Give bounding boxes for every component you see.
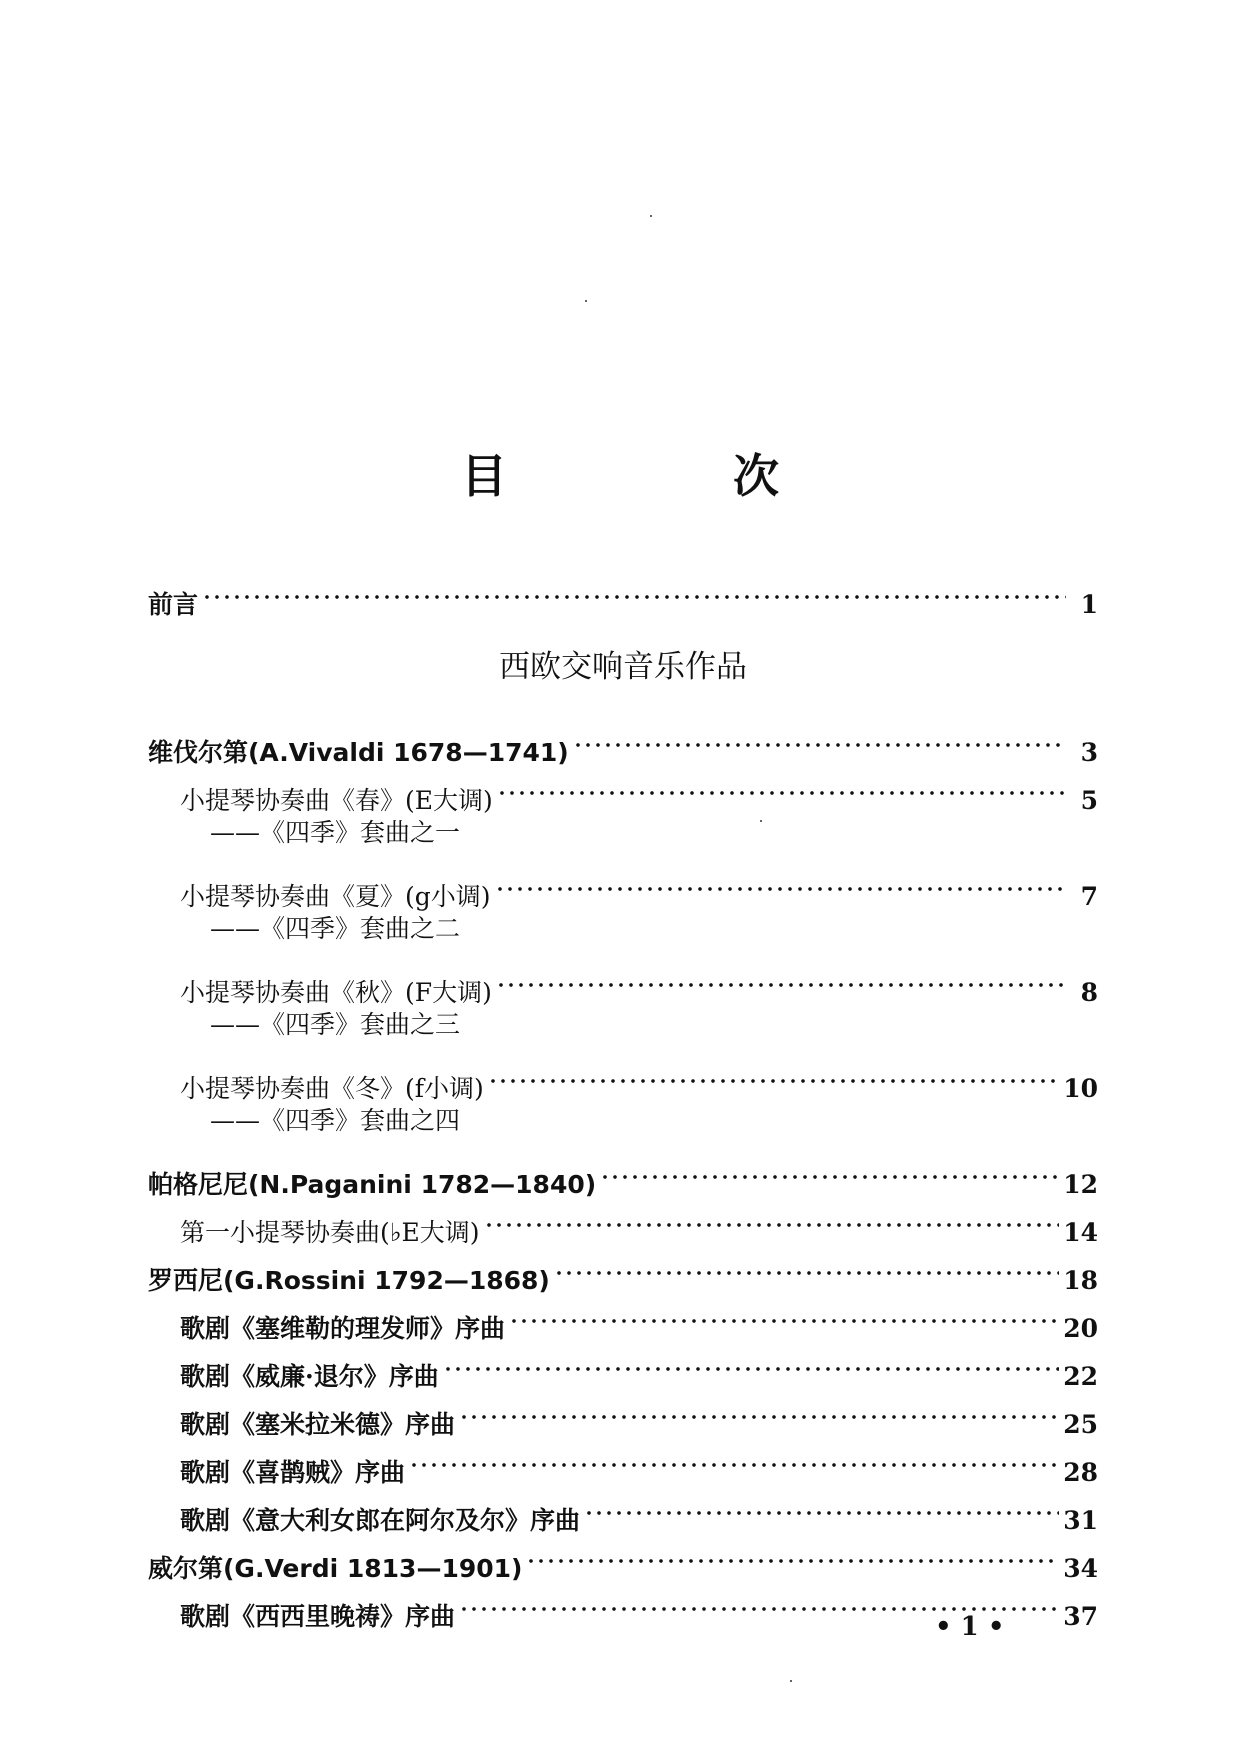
toc-entry-subtitle	[148, 905, 1098, 953]
toc-entry-label: 小提琴协奏曲《冬》(f小调)	[180, 1074, 484, 1103]
dot-leader	[600, 1145, 1059, 1193]
toc-entry-label: 歌剧《喜鹊贼》序曲	[180, 1458, 406, 1487]
toc-entry-label: 前言	[148, 590, 199, 619]
dot-leader	[497, 761, 1066, 809]
toc-entry-page: 5	[1080, 786, 1098, 815]
dot-leader	[488, 1049, 1059, 1097]
toc-entry-page: 1	[1080, 590, 1098, 619]
toc-entry-label: 第一小提琴协奏曲(♭E大调)	[180, 1218, 480, 1247]
dot-leader	[495, 857, 1066, 905]
scan-speck	[650, 215, 652, 217]
toc-entry-label: 歌剧《西西里晚祷》序曲	[180, 1602, 456, 1631]
toc-entry-page: 31	[1063, 1506, 1098, 1535]
toc-entry-work[interactable]	[148, 953, 1098, 1007]
toc-entry-label: 帕格尼尼(N.Paganini 1782—1840)	[148, 1170, 597, 1199]
toc-entry-page: 3	[1080, 738, 1098, 767]
toc-entry-page: 25	[1063, 1410, 1098, 1439]
toc-entry-label: ——《四季》套曲之一	[210, 818, 461, 847]
dot-leader	[526, 1529, 1059, 1577]
dot-leader	[509, 1289, 1059, 1337]
toc-entry-label: 罗西尼(G.Rossini 1792—1868)	[148, 1266, 550, 1295]
dot-leader	[409, 1433, 1059, 1481]
toc-entry-label: 小提琴协奏曲《夏》(g小调)	[180, 882, 491, 911]
dot-leader	[554, 1241, 1059, 1289]
scan-speck	[585, 300, 587, 302]
toc-entry-label: 歌剧《塞米拉米德》序曲	[180, 1410, 456, 1439]
toc-entry-label: 小提琴协奏曲《秋》(F大调)	[180, 978, 492, 1007]
toc-entry-composer[interactable]	[148, 1145, 1098, 1199]
toc-entry-label: ——《四季》套曲之三	[210, 1010, 461, 1039]
toc-entry-page: 7	[1080, 882, 1098, 911]
toc-entry-page: 22	[1063, 1362, 1098, 1391]
toc-entry-page: 12	[1063, 1170, 1098, 1199]
toc-entry-page: 18	[1063, 1266, 1098, 1295]
dot-leader	[484, 1193, 1060, 1241]
toc-entry-composer[interactable]	[148, 713, 1098, 767]
scan-speck	[790, 1680, 792, 1682]
toc-entry-label: ——《四季》套曲之二	[210, 914, 461, 943]
toc-entry-subtitle	[148, 809, 1098, 857]
scan-speck	[760, 820, 762, 822]
dot-leader	[496, 953, 1066, 1001]
toc-entry-subtitle	[148, 1097, 1098, 1145]
toc-entry-label: 歌剧《塞维勒的理发师》序曲	[180, 1314, 506, 1343]
toc-entry-page: 34	[1063, 1554, 1098, 1583]
toc-entry-label: ——《四季》套曲之四	[210, 1106, 461, 1135]
toc-entry-label: 歌剧《意大利女郎在阿尔及尔》序曲	[180, 1506, 581, 1535]
dot-leader	[443, 1337, 1059, 1385]
page-number-footer: • 1 •	[935, 1612, 1005, 1642]
toc-entry-page: 37	[1063, 1602, 1098, 1631]
dot-leader	[202, 565, 1066, 613]
dot-leader	[573, 713, 1066, 761]
toc-entry-page: 28	[1063, 1458, 1098, 1487]
dot-leader	[584, 1481, 1059, 1529]
toc-entry-subtitle	[148, 1001, 1098, 1049]
toc-entry-page: 8	[1080, 978, 1098, 1007]
section-heading: 西欧交响音乐作品	[499, 649, 747, 685]
toc-entry-label: 威尔第(G.Verdi 1813—1901)	[148, 1554, 523, 1583]
toc-entry-preface[interactable]	[148, 565, 1098, 619]
page-title: 目 次	[461, 449, 869, 503]
toc-entry-page: 14	[1063, 1218, 1098, 1247]
toc-entry-label: 歌剧《威廉·退尔》序曲	[180, 1362, 439, 1391]
toc-entry-work[interactable]	[148, 1049, 1098, 1103]
toc-entry-label: 小提琴协奏曲《春》(E大调)	[180, 786, 493, 815]
toc-entry-page: 20	[1063, 1314, 1098, 1343]
toc-entry-label: 维伐尔第(A.Vivaldi 1678—1741)	[148, 738, 569, 767]
toc-entry-page: 10	[1063, 1074, 1098, 1103]
dot-leader	[459, 1385, 1059, 1433]
toc-entry-work[interactable]	[148, 857, 1098, 911]
table-of-contents	[148, 565, 1098, 1631]
